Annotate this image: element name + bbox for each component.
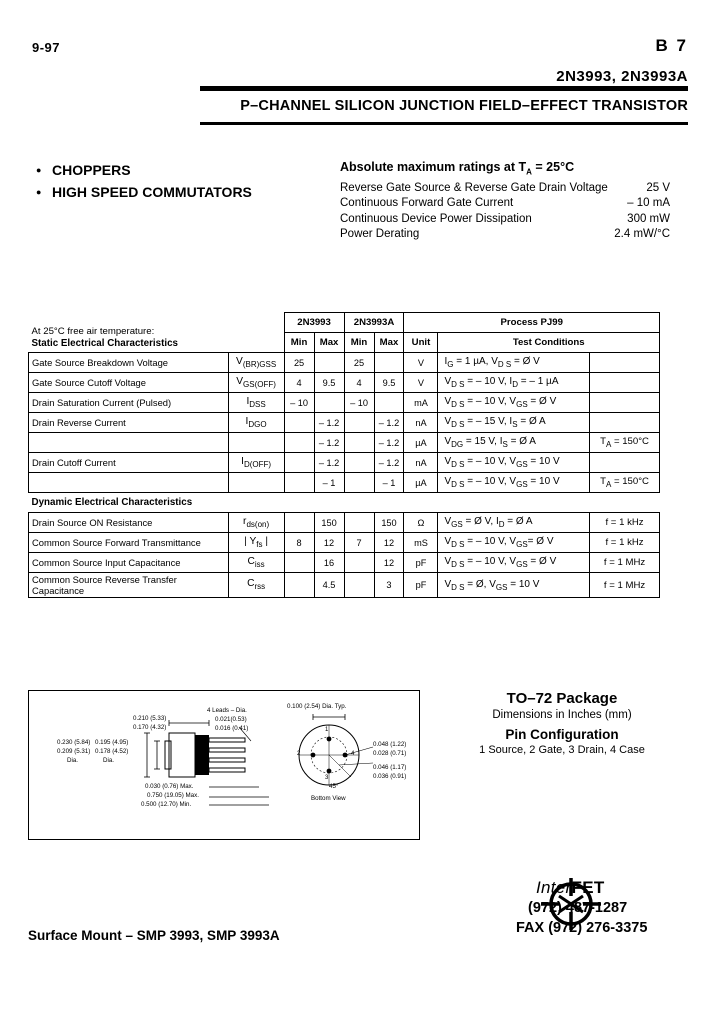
cell-a-min: – 10 — [284, 393, 314, 413]
cell-a-min — [284, 433, 314, 453]
parameter-name: Drain Cutoff Current — [29, 453, 229, 473]
cell-b-min: – 10 — [344, 393, 374, 413]
col-max: Max — [314, 333, 344, 353]
abs-max-row — [340, 181, 670, 197]
table-corner-note: At 25°C free air temperature: Static Electrical Characteristics — [31, 326, 178, 349]
cell-a-max: – 1.2 — [314, 453, 344, 473]
pin-configuration-note: 1 Source, 2 Gate, 3 Drain, 4 Case — [479, 744, 645, 756]
cell-a-max: 4.5 — [314, 573, 344, 598]
cell-unit: µA — [404, 473, 438, 493]
test-condition: $V_{GS}$ = Ø V, $I_D$ = Ø A — [438, 513, 590, 533]
package-info — [432, 690, 692, 756]
test-note — [590, 353, 660, 373]
cell-a-max: 12 — [314, 533, 344, 553]
cell-b-min — [344, 473, 374, 493]
parameter-symbol: | $Y_{fs}$ | — [228, 533, 284, 553]
header-date: 9-97 — [32, 40, 61, 55]
abs-max-value: 300 mW — [627, 212, 670, 225]
cell-unit: mA — [404, 393, 438, 413]
cell-a-min: 8 — [284, 533, 314, 553]
parameter-name: Gate Source Cutoff Voltage — [29, 373, 229, 393]
device-a-header: 2N3993 — [284, 313, 344, 333]
pin-label-4: 4 — [351, 751, 355, 757]
dim-0178: 0.178 (4.52) — [95, 748, 129, 755]
table-row — [29, 553, 660, 573]
feature-item: ● CHOPPERS — [36, 162, 252, 178]
cell-a-min — [284, 513, 314, 533]
cell-a-max: – 1.2 — [314, 433, 344, 453]
abs-max-row — [340, 227, 670, 243]
cell-a-min — [284, 573, 314, 598]
parameter-symbol: $r_{ds(on)}$ — [228, 513, 284, 533]
parameter-name: Common Source Reverse Transfer Capacitance — [29, 573, 229, 598]
parameter-symbol — [228, 473, 284, 493]
table-row — [29, 433, 660, 453]
cell-a-max: – 1 — [314, 473, 344, 493]
table-row — [29, 353, 660, 373]
device-b-header: 2N3993A — [344, 313, 404, 333]
absolute-maximum-ratings — [340, 160, 670, 243]
specifications-table-wrap — [28, 312, 660, 598]
dim-0048: 0.048 (1.22) — [373, 741, 407, 748]
specifications-table — [28, 312, 660, 598]
parameter-symbol: $C_{iss}$ — [228, 553, 284, 573]
dynamic-section-header: Dynamic Electrical Characteristics — [29, 493, 660, 513]
test-note: f = 1 MHz — [590, 573, 660, 598]
cell-b-max: 12 — [374, 553, 404, 573]
test-condition: $V_{D S}$ = – 10 V, $I_D$ = – 1 µA — [438, 373, 590, 393]
test-note: f = 1 MHz — [590, 553, 660, 573]
test-note — [590, 373, 660, 393]
abs-max-label: Continuous Device Power Dissipation — [340, 212, 532, 225]
cell-b-max: 9.5 — [374, 373, 404, 393]
test-condition: $V_{DG} = 15$ V, $I_S$ = Ø A — [438, 433, 590, 453]
test-note: f = 1 kHz — [590, 533, 660, 553]
cell-b-min: 25 — [344, 353, 374, 373]
table-row — [29, 473, 660, 493]
dim-angle: 45° — [329, 783, 339, 790]
cell-a-min: 25 — [284, 353, 314, 373]
cell-b-max: – 1.2 — [374, 413, 404, 433]
test-note — [590, 453, 660, 473]
dim-0036: 0.036 (0.91) — [373, 773, 407, 780]
parameter-symbol: $V_{(BR)GSS}$ — [228, 353, 284, 373]
process-header: Process PJ99 — [404, 313, 660, 333]
table-row — [29, 393, 660, 413]
parameter-name: Common Source Forward Transmittance — [29, 533, 229, 553]
leads-label: 4 Leads – Dia. — [207, 707, 247, 714]
package-title: TO–72 Package — [506, 690, 618, 707]
package-dims-note: Dimensions in Inches (mm) — [492, 709, 632, 721]
surface-mount-note: Surface Mount – SMP 3993, SMP 3993A — [28, 928, 280, 943]
pin-label-3: 3 — [325, 775, 329, 781]
abs-max-title: Absolute maximum ratings at $T_A = 25^\circ C$ — [340, 160, 575, 177]
abs-max-value: 25 V — [646, 181, 670, 194]
cell-a-max — [314, 353, 344, 373]
parameter-name: Drain Saturation Current (Pulsed) — [29, 393, 229, 413]
cell-unit: pF — [404, 573, 438, 598]
col-max: Max — [374, 333, 404, 353]
cell-unit: nA — [404, 453, 438, 473]
test-note — [590, 413, 660, 433]
dim-0500: 0.500 (12.70) Min. — [141, 801, 192, 808]
test-note: $T_A = 150^\circ C$ — [590, 433, 660, 453]
dim-0100-dia: 0.100 (2.54) Dia. Typ. — [287, 703, 347, 710]
parameter-symbol: $C_{rss}$ — [228, 573, 284, 598]
table-row — [29, 513, 660, 533]
test-note — [590, 393, 660, 413]
table-row — [29, 573, 660, 598]
test-condition: $V_{D S}$ = – 10 V, $V_{GS}$ = Ø V — [438, 393, 590, 413]
cell-b-max: – 1 — [374, 473, 404, 493]
test-condition: $V_{D S}$ = – 15 V, $I_S$ = Ø A — [438, 413, 590, 433]
table-row — [29, 533, 660, 553]
cell-b-max: 3 — [374, 573, 404, 598]
parameter-name: Drain Reverse Current — [29, 413, 229, 433]
parameter-name: Gate Source Breakdown Voltage — [29, 353, 229, 373]
col-test-conditions: Test Conditions — [438, 333, 660, 353]
bottom-view-label: Bottom View — [311, 795, 346, 802]
cell-a-min — [284, 553, 314, 573]
test-condition: $V_{D S}$ = – 10 V, $V_{GS}=$ Ø V — [438, 533, 590, 553]
test-condition: $I_G = 1$ µA, $V_{D S}$ = Ø V — [438, 353, 590, 373]
dim-0209: 0.209 (5.31) — [57, 748, 91, 755]
cell-b-min — [344, 573, 374, 598]
parameter-symbol: $I_{DSS}$ — [228, 393, 284, 413]
parameter-symbol: $V_{GS(OFF)}$ — [228, 373, 284, 393]
pin-configuration-title: Pin Configuration — [505, 727, 619, 742]
cell-unit: µA — [404, 433, 438, 453]
cell-unit: V — [404, 373, 438, 393]
package-drawing — [28, 690, 420, 840]
parameter-name: Common Source Input Capacitance — [29, 553, 229, 573]
parameter-symbol: $I_{DGO}$ — [228, 413, 284, 433]
cell-unit: mS — [404, 533, 438, 553]
dim-lead-min: 0.016 (0.41) — [215, 725, 249, 732]
parameter-name: Drain Source ON Resistance — [29, 513, 229, 533]
test-note: $T_A = 150^\circ C$ — [590, 473, 660, 493]
dim-0030: 0.030 (0.76) Max. — [145, 783, 194, 790]
test-condition: $V_{D S}$ = – 10 V, $V_{GS} = 10$ V — [438, 453, 590, 473]
cell-b-min: 4 — [344, 373, 374, 393]
test-condition: $V_{D S}$ = Ø, $V_{GS} = 10$ V — [438, 573, 590, 598]
cell-a-max: 9.5 — [314, 373, 344, 393]
dim-dia-label2: Dia. — [103, 757, 115, 764]
subtitle-rule — [200, 122, 688, 125]
table-row — [29, 413, 660, 433]
cell-unit: Ω — [404, 513, 438, 533]
cell-unit: pF — [404, 553, 438, 573]
dim-0210: 0.210 (5.33) — [133, 715, 167, 722]
table-row — [29, 453, 660, 473]
dim-lead-max: 0.021(0.53) — [215, 716, 247, 723]
company-fax: FAX (972) 276-3375 — [516, 920, 648, 936]
dim-dia-label: Dia. — [67, 757, 79, 764]
cell-a-min — [284, 473, 314, 493]
abs-max-value: – 10 mA — [627, 197, 670, 209]
cell-b-max: 12 — [374, 533, 404, 553]
pin-label-1: 1 — [325, 727, 329, 733]
parameter-name — [29, 433, 229, 453]
test-note: f = 1 kHz — [590, 513, 660, 533]
company-name: InterFET — [536, 878, 605, 897]
abs-max-row — [340, 212, 670, 228]
abs-max-label: Power Derating — [340, 228, 420, 240]
cell-b-min — [344, 513, 374, 533]
abs-max-value: 2.4 mW/°C — [614, 228, 670, 240]
cell-a-max: 150 — [314, 513, 344, 533]
cell-b-min — [344, 553, 374, 573]
abs-max-label: Continuous Forward Gate Current — [340, 197, 514, 209]
cell-b-max: – 1.2 — [374, 433, 404, 453]
cell-a-max: – 1.2 — [314, 413, 344, 433]
cell-b-min — [344, 453, 374, 473]
col-min: Min — [284, 333, 314, 353]
feature-item: ● HIGH SPEED COMMUTATORS — [36, 184, 252, 200]
cell-unit: V — [404, 353, 438, 373]
cell-a-max — [314, 393, 344, 413]
dim-0028: 0.028 (0.71) — [373, 750, 407, 757]
cell-a-max: 16 — [314, 553, 344, 573]
cell-b-min — [344, 413, 374, 433]
test-condition: $V_{D S}$ = – 10 V, $V_{GS}$ = Ø V — [438, 553, 590, 573]
dim-0230: 0.230 (5.84) — [57, 739, 91, 746]
title-rule — [200, 86, 688, 91]
pin-label-2: 2 — [297, 751, 301, 757]
part-numbers: 2N3993, 2N3993A — [556, 68, 688, 85]
cell-b-min — [344, 433, 374, 453]
cell-unit: nA — [404, 413, 438, 433]
company-phone: (972) 487-1287 — [528, 900, 628, 916]
cell-b-max — [374, 353, 404, 373]
cell-a-min — [284, 453, 314, 473]
dim-0195: 0.195 (4.95) — [95, 739, 129, 746]
col-min: Min — [344, 333, 374, 353]
test-condition: $V_{D S}$ = – 10 V, $V_{GS} = 10$ V — [438, 473, 590, 493]
cell-b-max — [374, 393, 404, 413]
document-subtitle: P–CHANNEL SILICON JUNCTION FIELD–EFFECT TRANSISTOR — [240, 98, 688, 114]
cell-b-max: – 1.2 — [374, 453, 404, 473]
dim-0170: 0.170 (4.32) — [133, 724, 167, 731]
col-unit: Unit — [404, 333, 438, 353]
table-row — [29, 373, 660, 393]
cell-a-min — [284, 413, 314, 433]
features-list — [36, 162, 252, 206]
parameter-symbol — [228, 433, 284, 453]
dim-0750: 0.750 (19.05) Max. — [147, 792, 199, 799]
abs-max-row — [340, 196, 670, 212]
parameter-name — [29, 473, 229, 493]
cell-a-min: 4 — [284, 373, 314, 393]
cell-b-min: 7 — [344, 533, 374, 553]
cell-b-max: 150 — [374, 513, 404, 533]
abs-max-label: Reverse Gate Source & Reverse Gate Drain Voltage — [340, 181, 608, 194]
parameter-symbol: $I_{D(OFF)}$ — [228, 453, 284, 473]
header-page-marker: B 7 — [655, 36, 688, 55]
dim-0046: 0.046 (1.17) — [373, 764, 407, 771]
